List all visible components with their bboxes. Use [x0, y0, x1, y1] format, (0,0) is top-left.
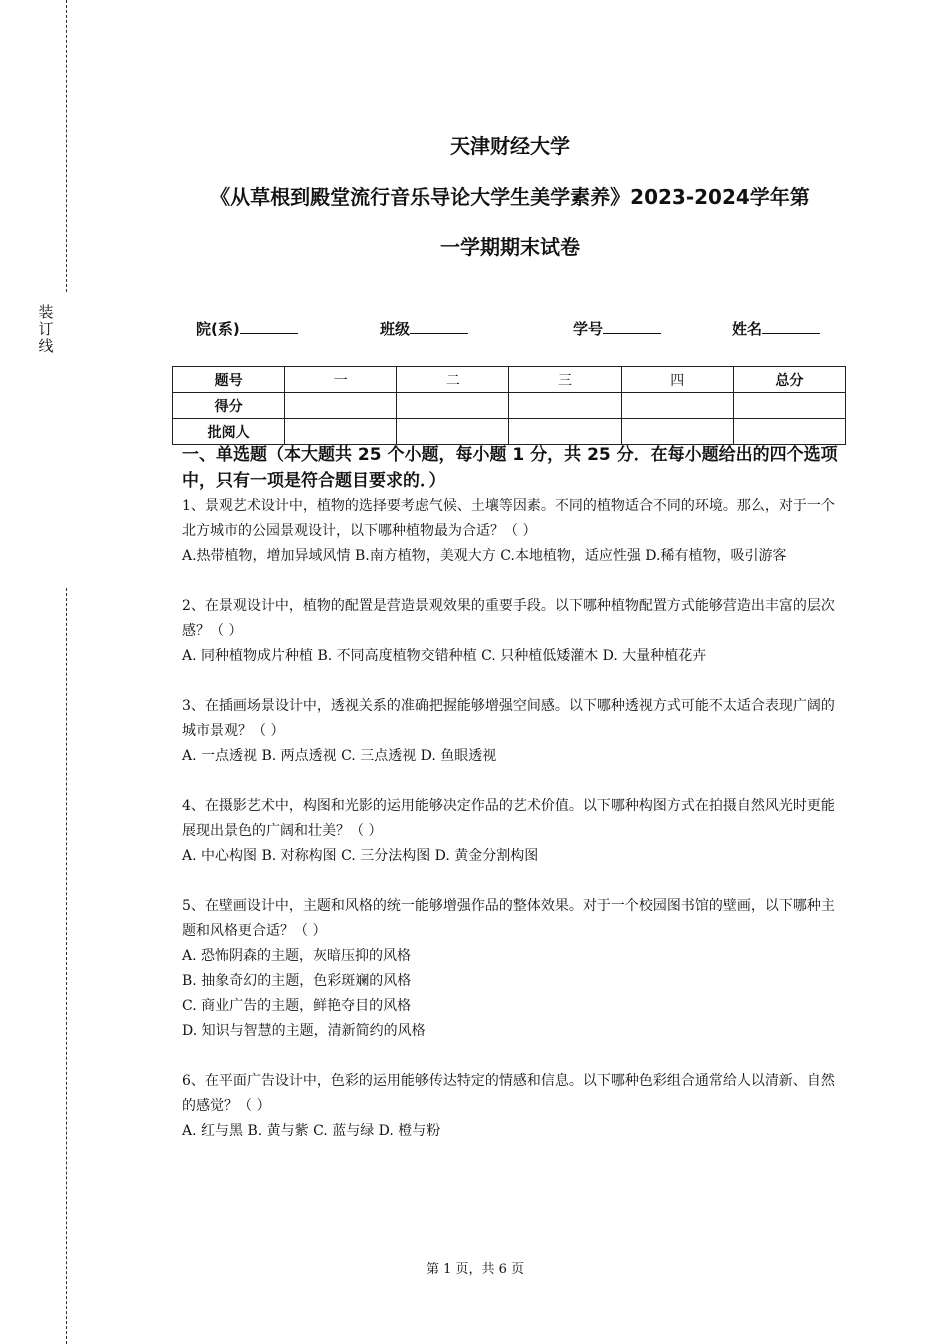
question-stem: 1、景观艺术设计中，植物的选择要考虑气候、土壤等因素。不同的植物适合不同的环境。那么，对于一个北方城市的公园景观设计，以下哪种植物最为合适？（ ） [182, 498, 835, 539]
score-cell[interactable] [285, 393, 397, 419]
class-field [380, 318, 468, 339]
student-info-row [0, 318, 950, 342]
question-options: A.热带植物，增加异域风情 B.南方植物，美观大方 C.本地植物，适应性强 D.稀有植物，吸引游客 [182, 548, 787, 564]
student-id-label: 学号 [573, 320, 604, 338]
question-option: A. 恐怖阴森的主题，灰暗压抑的风格 [182, 948, 412, 964]
question [182, 694, 844, 769]
row-label: 批阅人 [173, 419, 285, 445]
score-cell[interactable] [621, 393, 733, 419]
name-blank[interactable] [762, 319, 820, 334]
university-name: 天津财经大学 [450, 134, 570, 158]
column-header: 三 [509, 367, 621, 393]
question-stem: 6、在平面广告设计中，色彩的运用能够传达特定的情感和信息。以下哪种色彩组合通常给人以清新、自然的感觉？（ ） [182, 1073, 835, 1114]
question-stem: 5、在壁画设计中，主题和风格的统一能够增强作品的整体效果。对于一个校园图书馆的壁画，以下哪种主题和风格更合适？（ ） [182, 898, 835, 939]
class-blank[interactable] [410, 319, 468, 334]
class-label: 班级 [380, 320, 411, 338]
question-options: A. 一点透视 B. 两点透视 C. 三点透视 D. 鱼眼透视 [182, 748, 497, 764]
section-title: 一、单选题（本大题共 25 个小题，每小题 1 分，共 25 分．在每小题给出的四个选项中，只有一项是符合题目要求的．） [182, 445, 838, 491]
column-header: 一 [285, 367, 397, 393]
question-options: A. 同种植物成片种植 B. 不同高度植物交错种植 C. 只种植低矮灌木 D. 大量种植花卉 [182, 648, 707, 664]
question-list [182, 494, 844, 1169]
column-header: 四 [621, 367, 733, 393]
department-label: 院(系) [196, 320, 240, 338]
exam-title-line1: 《从草根到殿堂流行音乐导论大学生美学素养》2023-2024学年第 [210, 185, 810, 209]
score-cell[interactable] [397, 393, 509, 419]
column-header: 二 [397, 367, 509, 393]
question-option: B. 抽象奇幻的主题，色彩斑斓的风格 [182, 973, 412, 989]
score-table [172, 366, 846, 445]
table-row [173, 367, 846, 393]
page-footer: 第 1 页，共 6 页 [425, 1262, 525, 1277]
binding-char: 订 [38, 320, 54, 338]
reviewer-cell[interactable] [509, 419, 621, 445]
score-cell[interactable] [509, 393, 621, 419]
column-header: 总分 [733, 367, 845, 393]
row-label: 题号 [173, 367, 285, 393]
question [182, 1069, 844, 1144]
binding-line-bottom [66, 588, 67, 1344]
question-option: D. 知识与智慧的主题，清新简约的风格 [182, 1023, 426, 1039]
reviewer-cell[interactable] [733, 419, 845, 445]
question-options: A. 中心构图 B. 对称构图 C. 三分法构图 D. 黄金分割构图 [182, 848, 539, 864]
binding-line-top [66, 0, 67, 292]
table-row [173, 419, 846, 445]
question [182, 494, 844, 569]
question-stem: 4、在摄影艺术中，构图和光影的运用能够决定作品的艺术价值。以下哪种构图方式在拍摄自然风光时更能展现出景色的广阔和壮美？（ ） [182, 798, 835, 839]
department-blank[interactable] [240, 319, 298, 334]
binding-char: 线 [38, 337, 54, 355]
question [182, 594, 844, 669]
student-id-field [573, 318, 661, 339]
question [182, 894, 844, 1044]
department-field [196, 318, 298, 339]
row-label: 得分 [173, 393, 285, 419]
student-id-blank[interactable] [603, 319, 661, 334]
name-field [732, 318, 820, 339]
reviewer-cell[interactable] [621, 419, 733, 445]
table-row [173, 393, 846, 419]
exam-title-line2: 一学期期末试卷 [440, 235, 580, 259]
reviewer-cell[interactable] [397, 419, 509, 445]
reviewer-cell[interactable] [285, 419, 397, 445]
question-stem: 3、在插画场景设计中，透视关系的准确把握能够增强空间感。以下哪种透视方式可能不太适合表现广阔的城市景观？（ ） [182, 698, 835, 739]
question-stem: 2、在景观设计中，植物的配置是营造景观效果的重要手段。以下哪种植物配置方式能够营造出丰富的层次感？（ ） [182, 598, 835, 639]
name-label: 姓名 [732, 320, 763, 338]
score-cell[interactable] [733, 393, 845, 419]
question-option: C. 商业广告的主题，鲜艳夺目的风格 [182, 998, 412, 1014]
question-options: A. 红与黑 B. 黄与紫 C. 蓝与绿 D. 橙与粉 [182, 1123, 441, 1139]
binding-char: 装 [38, 303, 54, 321]
question [182, 794, 844, 869]
